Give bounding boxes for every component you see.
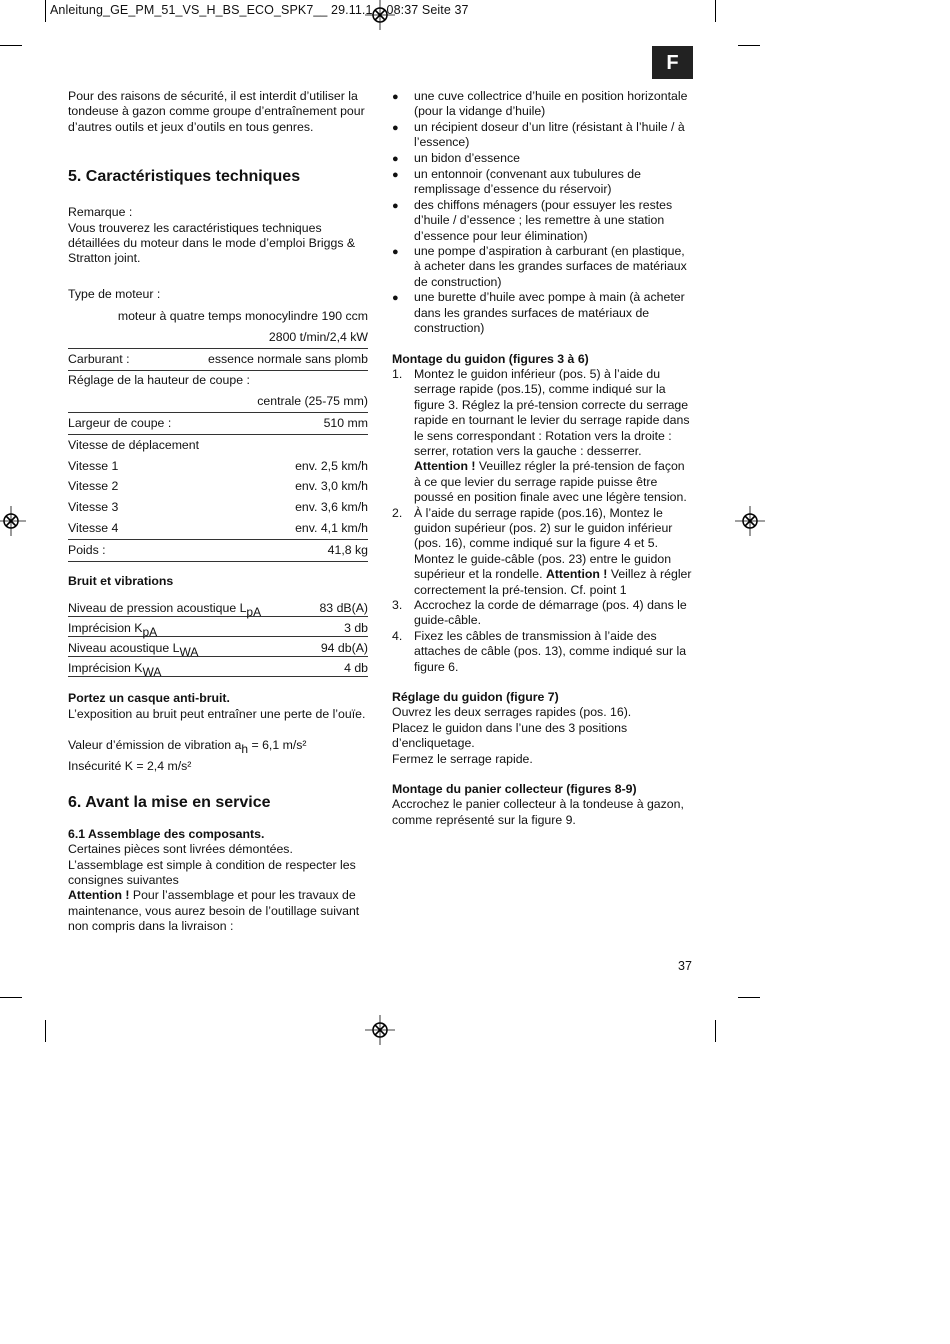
adjust-line: Fermez le serrage rapide. xyxy=(392,751,533,766)
language-tab: F xyxy=(652,46,693,79)
noise-value: 3 db xyxy=(344,620,368,635)
noise-row xyxy=(68,657,368,677)
speed-label-row xyxy=(68,435,368,456)
speed-row xyxy=(68,497,368,518)
crop-mark xyxy=(715,0,716,22)
remark-label: Remarque : xyxy=(68,205,133,220)
basket-assembly-text: Accrochez le panier collecteur à la tondeuse à gazon, comme représenté sur la figure 9. xyxy=(392,797,684,827)
remark-text: Vous trouverez les caractéristiques techniques détaillées du moteur dans le mode d’emploi Briggs & Stratton joint. xyxy=(68,220,356,266)
list-item-text: une burette d’huile avec pompe à main (à acheter dans les grandes surfaces de matériaux de construction) xyxy=(414,290,685,336)
list-item xyxy=(392,89,694,120)
step-number: 2. xyxy=(392,505,403,520)
step-item xyxy=(392,629,694,675)
bullet-icon: ● xyxy=(392,199,399,212)
cut-height-value: centrale (25-75 mm) xyxy=(257,394,368,409)
bullet-icon: ● xyxy=(392,169,399,182)
noise-label-sub: pA xyxy=(142,624,158,639)
speed-label: Vitesse 2 xyxy=(68,479,119,494)
step-1-text-end: Veuillez régler la pré-tension de façon à ce que levier du serrage rapide puisse être poussé en position finale avec une légère tension. xyxy=(414,459,687,505)
noise-table xyxy=(68,597,368,677)
registration-mark-icon xyxy=(735,506,765,536)
noise-value: 4 db xyxy=(344,660,368,675)
list-item xyxy=(392,151,694,167)
fuel-label: Carburant : xyxy=(68,351,130,366)
noise-label-sub: WA xyxy=(179,644,199,659)
registration-mark-icon xyxy=(365,0,395,30)
cut-height-label-row xyxy=(68,371,368,392)
handle-adjust-title: Réglage du guidon (figure 7) xyxy=(392,690,559,705)
slug-filename: Anleitung_GE_PM_51_VS_H_BS_ECO_SPK7__ 29.11.1 xyxy=(50,3,373,17)
weight-label: Poids : xyxy=(68,542,106,557)
list-item xyxy=(392,290,694,336)
step-text xyxy=(414,367,694,506)
step-1-attention: Attention ! xyxy=(414,459,476,474)
handle-assembly-title: Montage du guidon (figures 3 à 6) xyxy=(392,351,589,366)
crop-mark xyxy=(45,1020,46,1042)
step-number: 1. xyxy=(392,366,403,381)
fuel-value: essence normale sans plomb xyxy=(208,351,368,366)
tool-list xyxy=(392,89,694,337)
bullet-icon: ● xyxy=(392,91,399,103)
cut-height-label: Réglage de la hauteur de coupe : xyxy=(68,373,250,388)
speed-value: env. 3,6 km/h xyxy=(295,500,368,515)
noise-row xyxy=(68,597,368,617)
noise-label-text: Niveau de pression acoustique L xyxy=(68,600,247,615)
noise-label xyxy=(68,660,162,679)
step-2-text: À l’aide du serrage rapide (pos.16), Montez le guidon supérieur (pos. 2) sur le guidon inférieur (pos. 16), comme indiqué sur la figure 4 et 5. Montez le guide-câble (pos. 23) entre le guidon supérieur et la rondelle. xyxy=(414,505,673,582)
list-item xyxy=(392,167,694,198)
print-slug xyxy=(50,3,469,17)
noise-value: 94 db(A) xyxy=(320,640,368,655)
noise-label-sub: pA xyxy=(246,604,262,619)
attention-label: Attention ! xyxy=(68,888,130,903)
crop-mark xyxy=(0,997,22,998)
cut-width-label: Largeur de coupe : xyxy=(68,415,172,430)
list-item xyxy=(392,244,694,290)
speed-label: Vitesse 4 xyxy=(68,520,119,535)
list-item-text: une pompe d’aspiration à carburant (en plastique, à acheter dans les grandes surfaces de matériaux de construction) xyxy=(414,244,687,289)
step-item xyxy=(392,598,694,629)
section-5-title: 5. Caractéristiques techniques xyxy=(68,168,301,186)
section-6-title: 6. Avant la mise en service xyxy=(68,793,271,811)
noise-value: 83 dB(A) xyxy=(319,600,368,615)
step-text xyxy=(414,506,694,598)
adjust-line: Ouvrez les deux serrages rapides (pos. 16). xyxy=(392,705,632,720)
crop-mark xyxy=(738,45,760,46)
step-3-text: Accrochez la corde de démarrage (pos. 4) dans le guide-câble. xyxy=(414,598,687,628)
engine-line-1 xyxy=(68,306,368,327)
list-item xyxy=(392,120,694,151)
attention-text: Pour l’assemblage et pour les travaux de maintenance, vous aurez besoin de l’outillage suivant non compris dans la livraison : xyxy=(68,888,360,934)
engine-line-1-text: moteur à quatre temps monocylindre 190 ccm xyxy=(117,308,368,323)
bullet-icon: ● xyxy=(392,121,399,134)
subsection-6-1-title: 6.1 Assemblage des composants. xyxy=(68,826,265,841)
speed-value: env. 4,1 km/h xyxy=(295,520,368,535)
subsection-6-1-text: Certaines pièces sont livrées démontées. L’assemblage est simple à condition de respecter les consignes suivantes xyxy=(68,842,356,888)
step-1-text: Montez le guidon inférieur (pos. 5) à l’aide du serrage rapide (pos.15), comme indiqué sur la figure 3. Réglez la pré-tension correcte du serrage rapide en tournant le levier du serrage rapide dans le sens correspondant : Rotation vers la droite : serrer, rotation vers la gauche : desserrer. xyxy=(414,366,690,458)
list-item xyxy=(392,198,694,244)
weight-value: 41,8 kg xyxy=(327,542,368,557)
spec-table xyxy=(68,306,368,562)
bullet-icon: ● xyxy=(392,246,399,259)
noise-label xyxy=(68,620,158,639)
bullet-icon: ● xyxy=(392,292,399,305)
noise-label-text: Niveau acoustique L xyxy=(68,640,180,655)
ear-protection-text: L’exposition au bruit peut entraîner une perte de l’ouïe. xyxy=(68,706,366,721)
intro-paragraph: Pour des raisons de sécurité, il est interdit d’utiliser la tondeuse à gazon comme groupe d’entraînement pour d’autres outils et jeux d’outils en tous genres. xyxy=(68,89,365,134)
step-4-text: Fixez les câbles de transmission à l’aide des attaches de câble (pos. 13), comme indiqué sur la figure 6. xyxy=(414,628,687,674)
speed-value: env. 2,5 km/h xyxy=(295,458,368,473)
list-item-text: un entonnoir (convenant aux tubulures de remplissage d’essence du réservoir) xyxy=(414,167,641,197)
noise-label-text: Imprécision K xyxy=(68,620,143,635)
engine-line-2 xyxy=(68,327,368,349)
right-column xyxy=(392,89,694,828)
registration-mark-icon xyxy=(0,506,26,536)
fuel-row xyxy=(68,349,368,371)
vibration-number: = 6,1 m/s² xyxy=(248,738,307,753)
step-number: 4. xyxy=(392,628,403,643)
vibration-value xyxy=(68,738,368,757)
speed-row xyxy=(68,477,368,498)
crop-mark xyxy=(738,997,760,998)
step-item xyxy=(392,506,694,598)
noise-row xyxy=(68,617,368,637)
cut-width-row xyxy=(68,413,368,435)
attention-paragraph xyxy=(68,888,368,934)
left-column xyxy=(68,89,368,935)
list-item-text: un récipient doseur d’un litre (résistant à l’huile / à l’essence) xyxy=(414,119,685,150)
crop-mark xyxy=(0,45,22,46)
noise-title: Bruit et vibrations xyxy=(68,573,174,588)
engine-line-2-text: 2800 t/min/2,4 kW xyxy=(268,329,368,344)
crop-mark xyxy=(45,0,46,22)
step-2-text-end: Veillez à régler correctement la pré-tension. Cf. point 1 xyxy=(414,567,692,597)
adjust-line: Placez le guidon dans l’une des 3 positions d’encliquetage. xyxy=(392,720,628,751)
speed-row xyxy=(68,456,368,477)
noise-label-sub: WA xyxy=(142,664,162,679)
crop-mark xyxy=(715,1020,716,1042)
engine-type-label: Type de moteur : xyxy=(68,286,161,301)
bullet-icon: ● xyxy=(392,152,399,165)
list-item-text: une cuve collectrice d’huile en position horizontale (pour la vidange d’huile) xyxy=(414,89,688,119)
page-number: 37 xyxy=(678,959,692,973)
speed-value: env. 3,0 km/h xyxy=(295,479,368,494)
registration-mark-icon xyxy=(365,1015,395,1045)
step-number: 3. xyxy=(392,598,403,612)
noise-label xyxy=(68,640,199,659)
slug-time: 08:37 Seite 37 xyxy=(386,3,469,17)
list-item-text: des chiffons ménagers (pour essuyer les restes d’huile / d’essence ; les remettre à une station d’essence pour leur élimination) xyxy=(414,197,673,243)
step-item xyxy=(392,367,694,506)
noise-label xyxy=(68,600,262,619)
speed-label: Vitesse 1 xyxy=(68,458,119,473)
handle-steps xyxy=(392,367,694,675)
vibration-sub: h xyxy=(241,742,249,757)
cut-height-value-row xyxy=(68,391,368,413)
ear-protection-title: Portez un casque anti-bruit. xyxy=(68,691,230,706)
uncertainty-value: Insécurité K = 2,4 m/s² xyxy=(68,759,192,774)
speed-label: Vitesse 3 xyxy=(68,500,119,515)
noise-row xyxy=(68,637,368,657)
weight-row xyxy=(68,540,368,562)
step-2-attention: Attention ! xyxy=(545,567,608,582)
speed-label: Vitesse de déplacement xyxy=(68,437,200,452)
basket-assembly-title: Montage du panier collecteur (figures 8-9) xyxy=(392,782,637,797)
list-item-text: un bidon d’essence xyxy=(414,150,520,165)
noise-label-text: Imprécision K xyxy=(68,660,143,675)
speed-row xyxy=(68,518,368,540)
cut-width-value: 510 mm xyxy=(323,415,368,430)
vibration-label: Valeur d’émission de vibration a xyxy=(68,738,242,753)
